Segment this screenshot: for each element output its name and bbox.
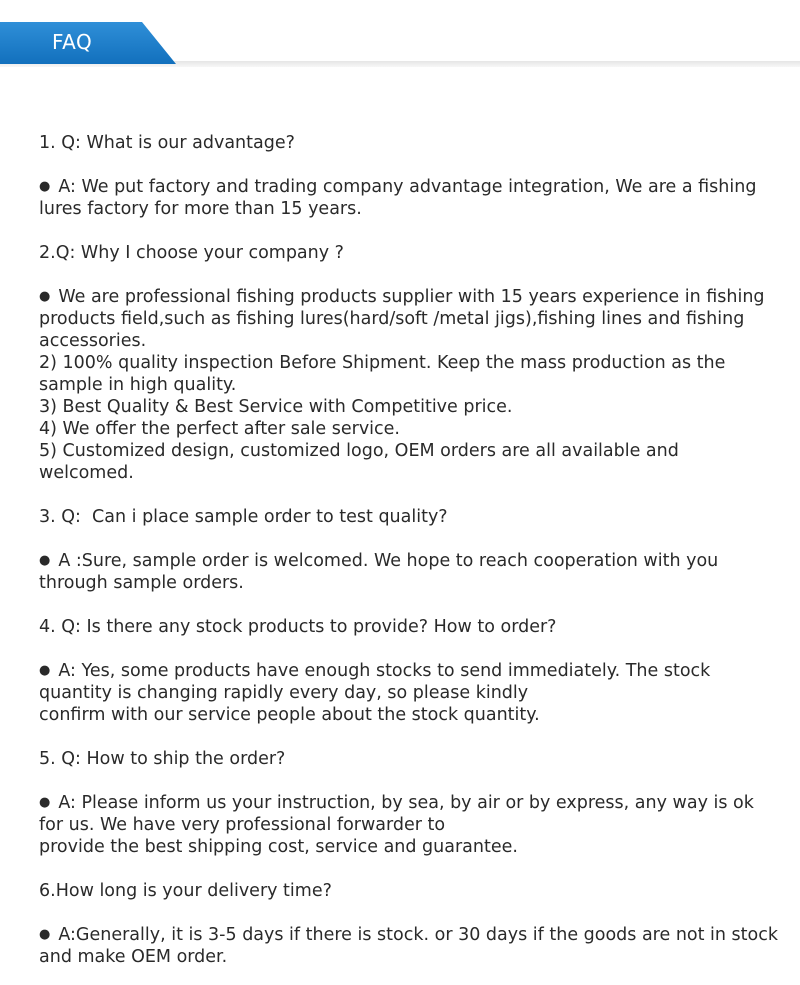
faq-answer-6-line-2: and make OEM order. (39, 947, 228, 967)
faq-answer-2-line-2: products field,such as fishing lures(hard/soft /metal jigs),fishing lines and fishing (39, 309, 745, 329)
faq-question-1: 1. Q: What is our advantage? (39, 133, 295, 153)
faq-list (39, 132, 778, 968)
faq-answer-2-line-3: accessories. (39, 331, 147, 351)
faq-answer-5-line-3: provide the best shipping cost, service and guarantee. (39, 837, 518, 857)
faq-question-3: 3. Q: Can i place sample order to test quality? (39, 507, 448, 527)
bullet-icon: ● (39, 663, 51, 678)
faq-answer-2-line-5: sample in high quality. (39, 375, 237, 395)
bullet-icon: ● (39, 795, 51, 810)
faq-answer-2-line-4: 2) 100% quality inspection Before Shipment. Keep the mass production as the (39, 353, 726, 373)
faq-question-6: 6.How long is your delivery time? (39, 881, 332, 901)
faq-answer-1-line-2: lures factory for more than 15 years. (39, 199, 362, 219)
bullet-icon: ● (39, 179, 51, 194)
faq-question-4: 4. Q: Is there any stock products to provide? How to order? (39, 617, 557, 637)
faq-answer-2-line-8: 5) Customized design, customized logo, OEM orders are all available and (39, 441, 679, 461)
bullet-icon: ● (39, 289, 51, 304)
page-title: FAQ (52, 30, 93, 54)
faq-answer-4-line-1: ● A: Yes, some products have enough stocks to send immediately. The stock (39, 661, 711, 681)
faq-answer-4-line-3: confirm with our service people about the stock quantity. (39, 705, 540, 725)
faq-answer-3-line-2: through sample orders. (39, 573, 244, 593)
faq-answer-2-line-9: welcomed. (39, 463, 134, 483)
faq-answer-2-line-1: ● We are professional fishing products supplier with 15 years experience in fishing (39, 287, 765, 307)
faq-question-5: 5. Q: How to ship the order? (39, 749, 286, 769)
faq-answer-2-line-6: 3) Best Quality & Best Service with Competitive price. (39, 397, 513, 417)
faq-answer-4-line-2: quantity is changing rapidly every day, so please kindly (39, 683, 529, 703)
faq-answer-5-line-1: ● A: Please inform us your instruction, by sea, by air or by express, any way is ok (39, 793, 754, 813)
faq-answer-3-line-1: ● A :Sure, sample order is welcomed. We hope to reach cooperation with you (39, 551, 719, 571)
faq-answer-1-line-1: ● A: We put factory and trading company advantage integration, We are a fishing (39, 177, 757, 197)
faq-answer-6-line-1: ● A:Generally, it is 3-5 days if there is stock. or 30 days if the goods are not in stock (39, 925, 778, 945)
faq-answer-2-line-7: 4) We offer the perfect after sale service. (39, 419, 400, 439)
bullet-icon: ● (39, 553, 51, 568)
bullet-icon: ● (39, 927, 51, 942)
faq-answer-5-line-2: for us. We have very professional forwarder to (39, 815, 446, 835)
faq-header (0, 22, 800, 68)
faq-question-2: 2.Q: Why I choose your company ? (39, 243, 344, 263)
